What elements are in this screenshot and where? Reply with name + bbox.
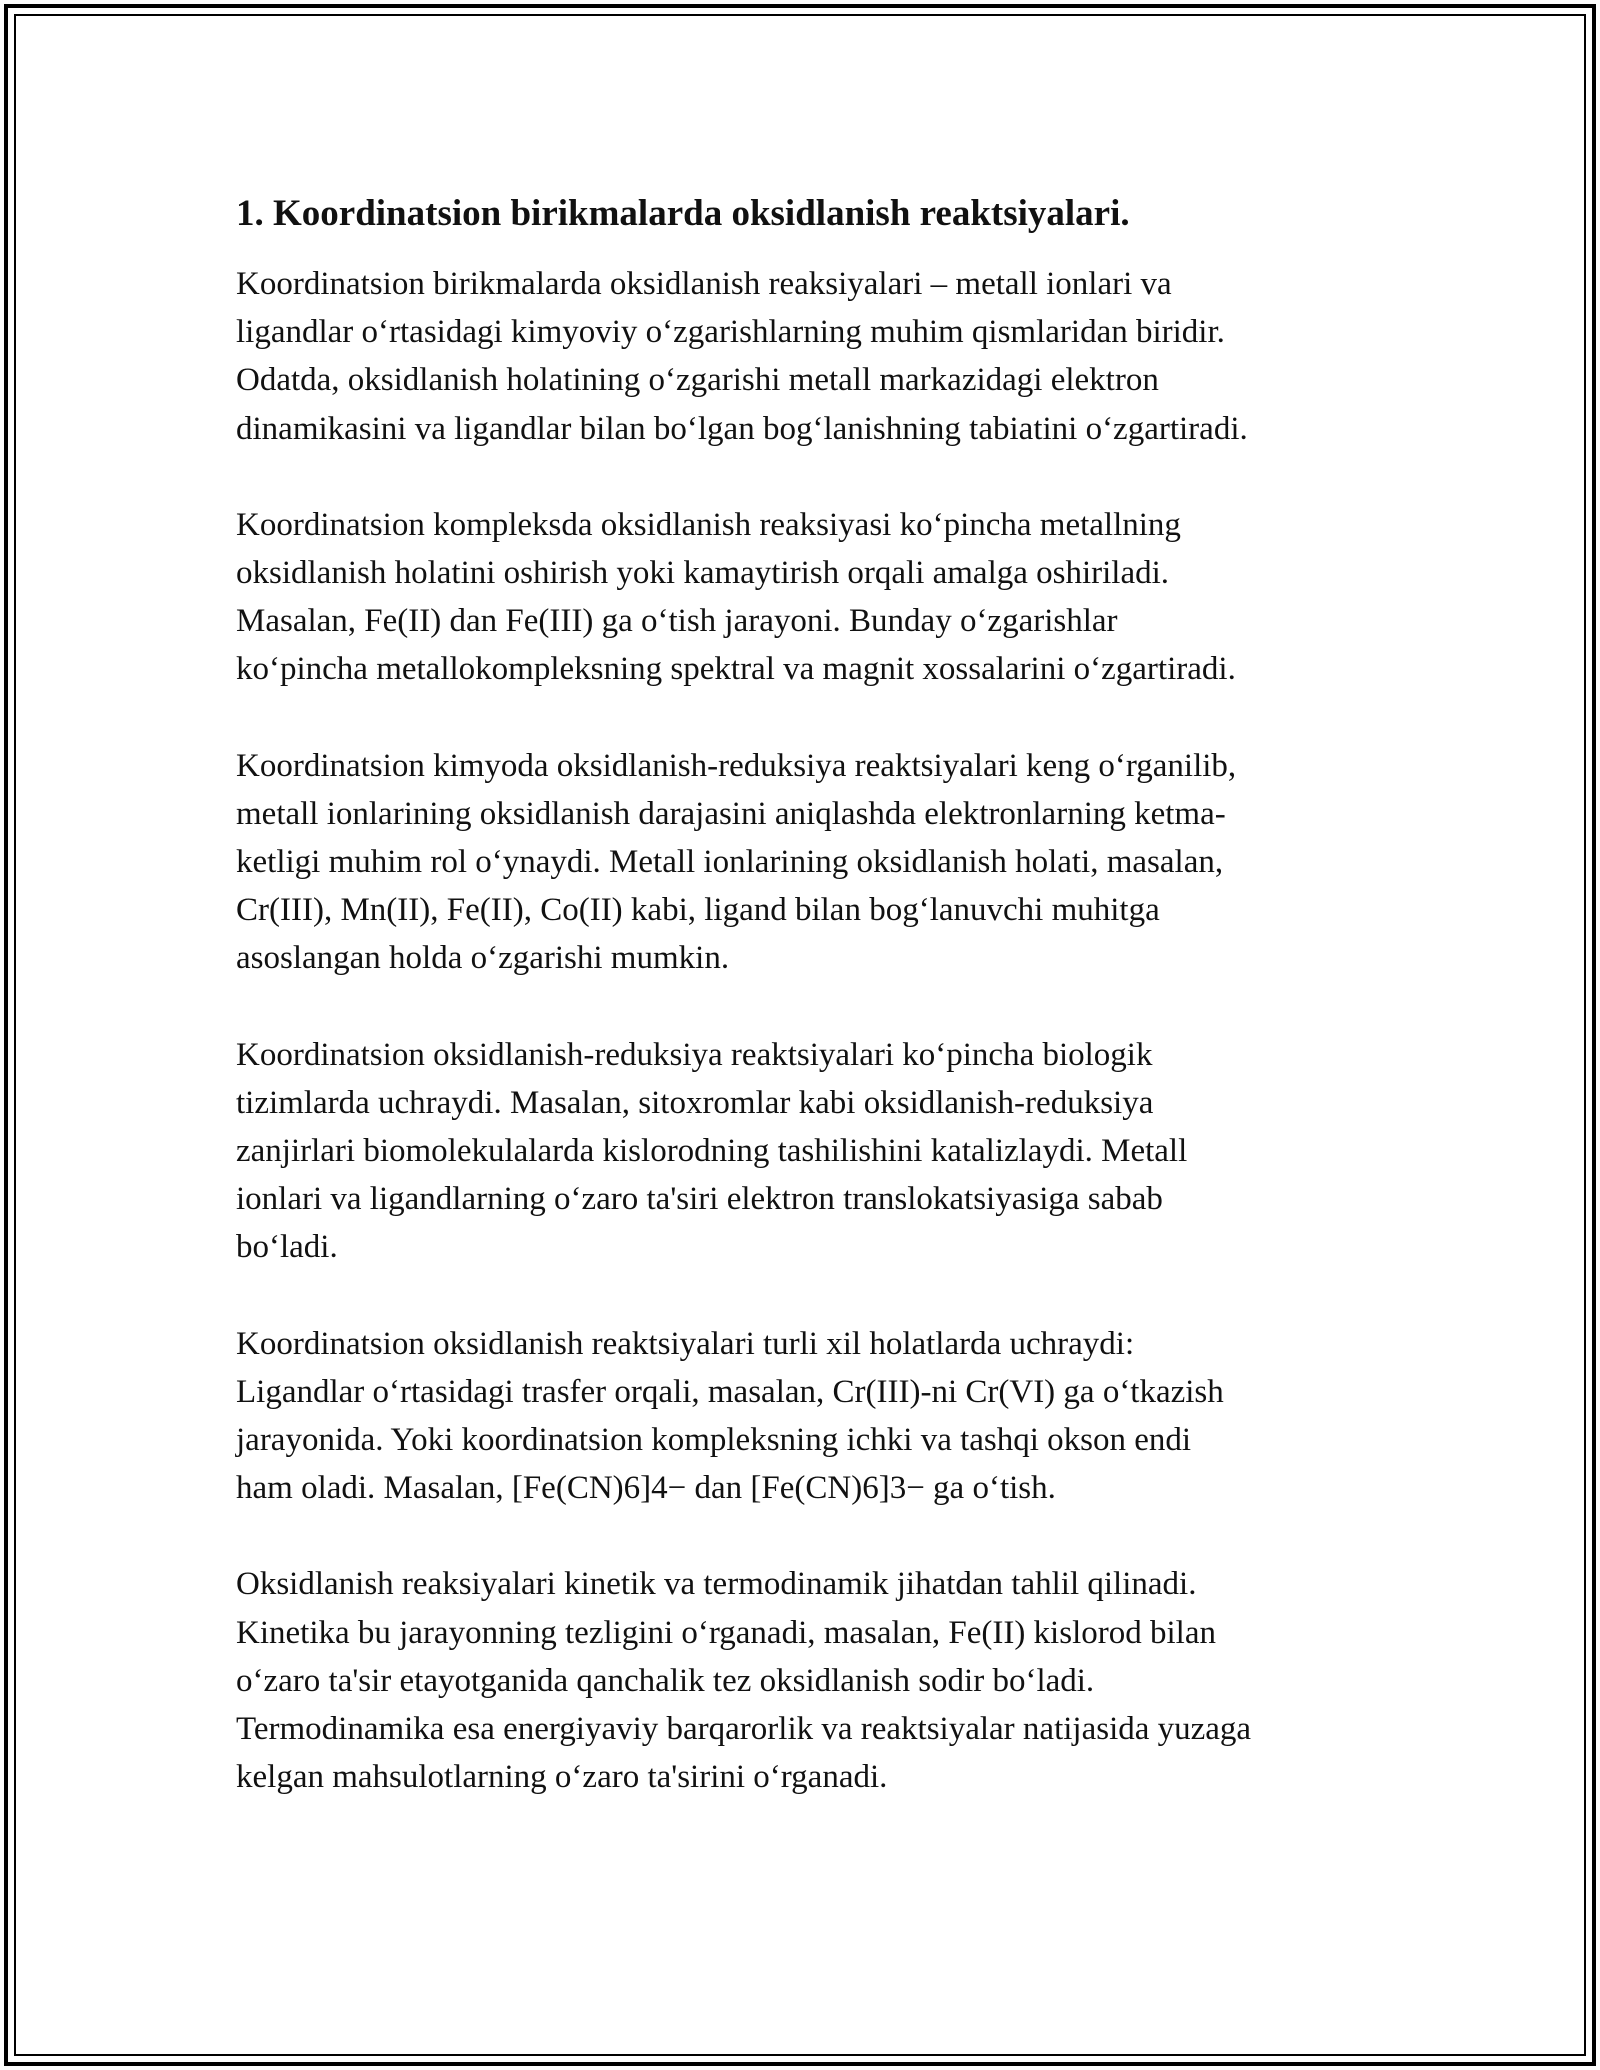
text-line: jarayonida. Yoki koordinatsion kompleksning ichki va tashqi okson endi	[236, 1422, 1192, 1459]
text-line: Koordinatsion kompleksda oksidlanish reaksiyasi ko‘pincha metallning	[236, 506, 1181, 543]
paragraph-6	[236, 1560, 1406, 1801]
paragraph-5	[236, 1320, 1406, 1513]
paragraph-1	[236, 260, 1406, 453]
paragraph-2	[236, 501, 1406, 694]
text-line: Odatda, oksidlanish holatining o‘zgarishi metall markazidagi elektron	[236, 362, 1159, 399]
document-body	[236, 190, 1406, 1849]
text-line: ham oladi. Masalan, [Fe(CN)6]4− dan [Fe(CN)6]3− ga o‘tish.	[236, 1470, 1056, 1507]
text-line: bo‘ladi.	[236, 1229, 338, 1266]
paragraph-4	[236, 1031, 1406, 1272]
text-line: oksidlanish holatini oshirish yoki kamaytirish orqali amalga oshiriladi.	[236, 555, 1170, 592]
text-line: kelgan mahsulotlarning o‘zaro ta'sirini o‘rganadi.	[236, 1759, 888, 1796]
text-line: Koordinatsion oksidlanish reaktsiyalari turli xil holatlarda uchraydi:	[236, 1325, 1135, 1362]
text-line: Termodinamika esa energiyaviy barqarorlik va reaktsiyalar natijasida yuzaga	[236, 1711, 1252, 1748]
text-line: asoslangan holda o‘zgarishi mumkin.	[236, 940, 730, 977]
section-heading: 1. Koordinatsion birikmalarda oksidlanish reaktsiyalari.	[236, 193, 1130, 234]
text-line: dinamikasini va ligandlar bilan bo‘lgan bog‘lanishning tabiatini o‘zgartiradi.	[236, 410, 1248, 447]
text-line: Koordinatsion birikmalarda oksidlanish reaksiyalari – metall ionlari va	[236, 266, 1172, 302]
text-line: Cr(III), Mn(II), Fe(II), Co(II) kabi, ligand bilan bog‘lanuvchi muhitga	[236, 892, 1160, 929]
text-line: Masalan, Fe(II) dan Fe(III) ga o‘tish jarayoni. Bunday o‘zgarishlar	[236, 603, 1118, 640]
text-line: Ligandlar o‘rtasidagi trasfer orqali, masalan, Cr(III)-ni Cr(VI) ga o‘tkazish	[236, 1373, 1224, 1410]
text-line: Oksidlanish reaksiyalari kinetik va termodinamik jihatdan tahlil qilinadi.	[236, 1566, 1197, 1603]
text-line: o‘zaro ta'sir etayotganida qanchalik tez oksidlanish sodir bo‘ladi.	[236, 1662, 1095, 1699]
text-line: Koordinatsion oksidlanish-reduksiya reaktsiyalari ko‘pincha biologik	[236, 1036, 1153, 1073]
text-line: ketligi muhim rol o‘ynaydi. Metall ionlarining oksidlanish holati, masalan,	[236, 844, 1224, 881]
text-line: ionlari va ligandlarning o‘zaro ta'siri elektron translokatsiyasiga sabab	[236, 1181, 1163, 1218]
paragraph-3	[236, 742, 1406, 983]
text-line: zanjirlari biomolekulalarda kislorodning tashilishini katalizlaydi. Metall	[236, 1133, 1188, 1170]
text-line: tizimlarda uchraydi. Masalan, sitoxromlar kabi oksidlanish-reduksiya	[236, 1084, 1154, 1121]
text-line: Kinetika bu jarayonning tezligini o‘rganadi, masalan, Fe(II) kislorod bilan	[236, 1614, 1216, 1651]
text-line: Koordinatsion kimyoda oksidlanish-reduksiya reaktsiyalari keng o‘rganilib,	[236, 747, 1237, 784]
text-line: metall ionlarining oksidlanish darajasini aniqlashda elektronlarning ketma-	[236, 795, 1226, 832]
text-line: ligandlar o‘rtasidagi kimyoviy o‘zgarishlarning muhim qismlaridan biridir.	[236, 314, 1225, 351]
text-line: ko‘pincha metallokompleksning spektral va magnit xossalarini o‘zgartiradi.	[236, 651, 1236, 688]
